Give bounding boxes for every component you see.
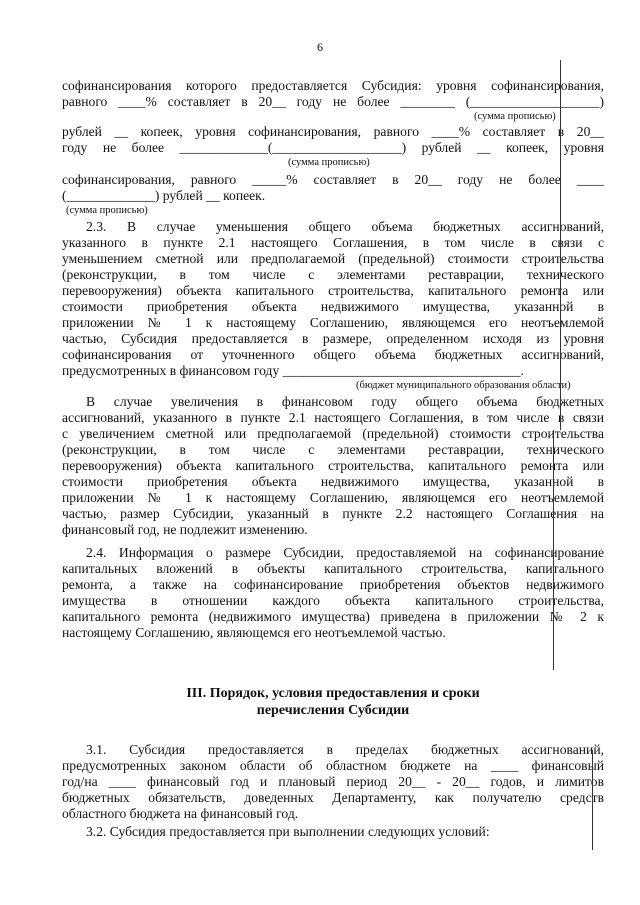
text-line: софинансирования которого предоставляется Субсидия: уровня софинансирования,: [62, 78, 604, 93]
text-line: частью, размер Субсидии, указанный в пункте 2.2 настоящего Соглашения на: [62, 506, 604, 521]
scan-artifact-line: [592, 750, 593, 850]
text-line: частью, Субсидия предоставляется в размере, определенном исходя из уровня: [62, 331, 604, 346]
text-line: стоимости приобретения объекта недвижимого имущества, указанной в: [62, 299, 604, 314]
text-line: равного ____% составляет в 20__ году не более ________ (___________________): [62, 94, 604, 109]
text-line: ассигнований, указанного в пункте 2.1 настоящего Соглашения, в том числе в связи: [62, 410, 604, 425]
text-line: приложении № 1 к настоящему Соглашению, являющемся его неотъемлемой: [62, 490, 604, 505]
section-heading: перечисления Субсидии: [256, 703, 410, 718]
text-line: перевооружения) объекта капитального строительства, капитального ремонта или: [62, 283, 604, 298]
scan-artifact-line: [560, 60, 561, 430]
text-line: приложении № 1 к настоящему Соглашению, являющемся его неотъемлемой: [62, 315, 604, 330]
section-heading: III. Порядок, условия предоставления и сроки: [186, 686, 480, 701]
text-line: рублей __ копеек, уровня софинансирования, равного ____% составляет в 20__: [62, 124, 604, 139]
caption-amount-in-words: (сумма прописью): [288, 157, 370, 168]
text-line: В случае увеличения в финансовом году общего объема бюджетных: [86, 394, 604, 409]
text-line: (_____________) рублей __ копеек.: [62, 188, 266, 203]
caption-amount-in-words: (сумма прописью): [474, 111, 556, 122]
text-line: 3.1. Субсидия предоставляется в пределах бюджетных ассигнований,: [86, 742, 604, 757]
text-line: предусмотренных законом области об областном бюджете на ____ финансовый: [62, 758, 604, 773]
page-number: 6: [317, 40, 323, 54]
text-line: 3.2. Субсидия предоставляется при выполнении следующих условий:: [86, 824, 490, 839]
text-line: предусмотренных в финансовом году ___________________________________.: [62, 363, 524, 378]
text-line: году не более _____________(___________________) рублей __ копеек, уровня: [62, 140, 604, 155]
text-line: год/на ____ финансовый год и плановый период 20__ - 20__ годов, и лимитов: [62, 774, 604, 789]
scan-artifact-line: [553, 430, 554, 670]
text-line: ремонта, а также на софинансирование приобретения объектов недвижимого: [62, 577, 604, 592]
caption-amount-in-words: (сумма прописью): [66, 205, 148, 216]
text-line: (реконструкции, в том числе с элементами реставрации, технического: [62, 442, 604, 457]
text-line: уменьшением сметной или предполагаемой (предельной) стоимости строительства: [62, 251, 604, 266]
text-line: указанного в пункте 2.1 настоящего Соглашения, в том числе в связи с: [62, 235, 604, 250]
text-line: бюджетных обязательств, доведенных Департаменту, как получателю средств: [62, 790, 604, 805]
text-line: областного бюджета на финансовый год.: [62, 806, 299, 821]
text-line: 2.4. Информация о размере Субсидии, предоставляемой на софинансирование: [86, 545, 604, 560]
text-line: стоимости приобретения объекта недвижимого имущества, указанной в: [62, 474, 604, 489]
text-line: капитальных вложений в объекты капитального строительства, капитального: [62, 561, 604, 576]
text-line: капитального ремонта (недвижимого имущества) приведена в приложении № 2 к: [62, 609, 604, 624]
text-line: с увеличением сметной или предполагаемой (предельной) стоимости строительства: [62, 426, 604, 441]
text-line: софинансирования, равного _____% составляет в 20__ году не более ____: [62, 172, 604, 187]
text-line: финансовый год, не подлежит изменению.: [62, 522, 308, 537]
text-line: софинансирования от уточненного общего объема бюджетных ассигнований,: [62, 347, 604, 362]
caption-budget: (бюджет муниципального образования области): [356, 380, 571, 391]
text-line: имущества в отношении каждого объекта капитального строительства,: [62, 593, 604, 608]
text-line: настоящему Соглашению, являющемся его неотъемлемой частью.: [62, 625, 446, 640]
text-line: 2.3. В случае уменьшения общего объема бюджетных ассигнований,: [86, 219, 604, 234]
text-line: перевооружения) объекта капитального строительства, капитального ремонта или: [62, 458, 604, 473]
text-line: (реконструкции, в том числе с элементами реставрации, технического: [62, 267, 604, 282]
